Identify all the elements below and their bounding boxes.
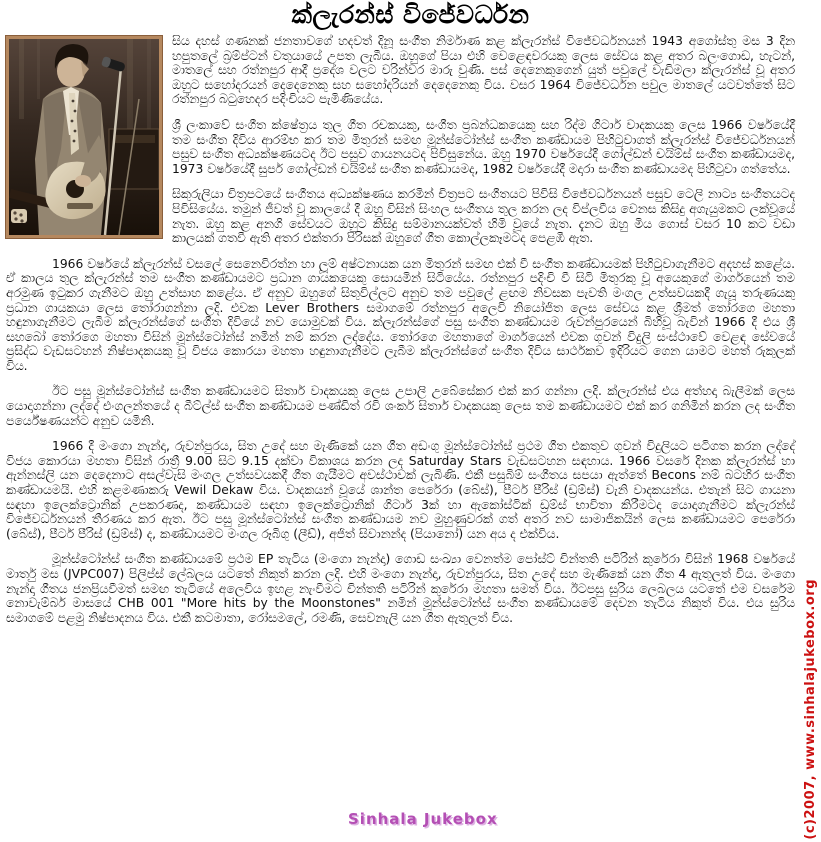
paragraph-film-legacy: සිකුරුලියා චිත්‍රපටයේ සංගීතය අධ්‍යක්ෂණය කරමින් චිත්‍රපට සංගීතයට පිවිසි විජේවර්ධනයන් පසුව ටෙලි නාට්‍ය සංගීතයටද පිවිසියේය. තමුන් ජීවත් වූ කාලයේ දී ඔහු විසින් සිංහල සංගීතය තුල කරන ලද විප්ලවීය වෙනස කිසිදු අගැයුමකට ලක්වූයේ නැත. ඔහු කළ අනගි සේවයට ඔහුට කිසිදු සම්මානයක්වත් හිමි වූයේ නැත. දැනට ඔහු මිය ගොස් වසර 10 කට වඩා කාලයක් ගතවී ඇති අතර එක්තරා පිරිසක් ඔහුගේ ගීත කොල්ලකෑමටද පෙළඹී ඇත. xyxy=(172,187,795,246)
paragraph-sitar-experiment: ඊට පසු මූන්ස්ටෝන්ස් සංගීත කණ්ඩායමට සිතාර් වාදකයකු ලෙස උපාලි උබේසේකර එක් කර ගන්නා ලදි. ක්ලැරන්ස් එය අත්හදා බැලීමක් ලෙස යොදාගන්නා ලද්දේ එංගලන්තයේ ද බීට්ල්ස් සංගීත කණ්ඩායම පණ්ඩිත් රවි ශංකර් සිතාර් වාදකයකු ලෙස තම කණ්ඩායමට එක් කර ගනිමින් කරන ලද සංගීත පර්යේෂණයන්ට අනුව යමිනි. xyxy=(6,384,795,428)
paragraph-ep-records: මූන්ස්ටෝන්ස් සංගීත කණ්ඩායමේ ප්‍රථම EP තැටිය (මංගො නැන්දා) ගොඩ සංඛ්‍යා වෙනත්ම පෝස්ට් චින්තති පටිරින් කුරේරා විසින් 1968 වර්ෂයේ මාර්තු මස (JVPC007) පිලිප්ස් ලේබලය යටතේ නිකුත් කරන ලදි. එහි මංගො නැන්දා, රුවන්පුරය, සිත උදේ සහ මැණිකේ යන ගීත 4 ඇතුලත් විය. මංගො නැන්දා ගීතය ජනප්‍රියවීමත් සමඟ තැටියේ අලෙවිය ඉහළ නැංවීමට චින්තති පටිරින් කුරේරා මහතා සමත් විය. ඊටපසු සුරිය ලෙබලය යටතේ එම වසරේම නොවැම්බර් මාසයේ CHB 001 "More hits by the Moonstones" නමින් මූන්ස්ටෝන්ස් සංගීත කණ්ඩායමේ දෙවන තැටිය නිකුත් විය. එය සුරිය සමාගමේ පළමු නිෂ්පාදනය විය. එකී කටමාතා, රෝසමලේ, රමණි, සෙවනැලි යන ගීත ඇතුලත් විය. xyxy=(6,552,795,625)
page-title: ක්ලැරන්ස් විජේවර්ධන xyxy=(291,0,530,29)
clarence-photo xyxy=(6,36,162,238)
copyright-vertical-text: (c)2007, www.sinhalajukebox.org xyxy=(803,579,818,840)
article-body xyxy=(6,34,795,625)
sinhala-jukebox-watermark: Sinhala Jukebox xyxy=(348,810,498,828)
paragraph-radio-saturday-stars: 1966 දී මංගො නැන්දා, රුවන්පුරය, සිත උදේ සහ මැණිකේ යන ගීත අඩංගු මූන්ස්ටෝන්ස් ප්‍රථම ගීත එකතුව ගුවන් විදුලියට පටිගත කරන ලද්දේ විජය කොරයා මහතා විසින් රාත්‍රී 9.00 සිට 9.15 දක්වා විකාශය කරන ලද Saturday Stars වැඩසටහන සඳහාය. 1966 වසරේ දිනක ක්ලැරන්ස් හා ඇන්නස්ලි යන දෙදෙනාට අසල්වැසි මංගල උත්සවයකදී ගීත ගැයීමට අවස්ථාවක් ලැබිණි. එකී පසුබිම් සංගීතය සපයා ඇත්තේ Becons නම් බටහිර සංගීත කණ්ඩායමයි. එහි කළමණාකරු Vewil Dekaw විය. වාදකයන් වූයේ ශාන්ත පෙරේරා (බේස්), පීටර් පීරිස් (ඩ්‍රම්ස්) වැනි වාදකයන්ය. එතැන් සිට ගායනා සඳහා ඉලෙක්ට්‍රොනික් උපකරණද, කණ්ඩායම සඳහා ඉලෙක්ට්‍රොනික් ගිටාර් 3ක් හා ඇකෝස්ටික් ඩ්‍රම්ස් භාවිතා කිරීමටද යොදාගැනීමට ක්ලැරන්ස් විජේවර්ධනයන් තීරණය කර ඇත. ඊට පසු මූන්ස්ටෝන්ස් සංගීත කණ්ඩායම නව මුහුණුවරක් ගත් අතර නව සාමාජිකයින් ලෙස කණ්ඩායමට පෙරේරා (බේස්), පීටර් පීරිස් (ඩ්‍රම්ස්) ද, කණ්ඩායමට මංගල රූබිගු (ලීඩ්), අජිත් සිවානන්ද (පියානෝ) යන අය ද එක්විය. xyxy=(6,439,795,541)
paragraph-moonstones-founding: 1966 වර්ෂයේ ක්ලැරන්ස් වසලේ සෙනෙවිරත්න හා ලූම් අෂ්ටනායක යන මිතුරන් සමඟ එක් වී සංගීත කණ්ඩායමක් පිහිටුවාගැනීමට අදහස් කළේය. ඒ කාලය තුල ක්ලැරන්ස් තම සංගීත කණ්ඩායමට ප්‍රධාන ගායකයෙකු සොයමින් සිටියේය. රත්නපුර පදිංචි වී සිටි මිතුරකු වූ අයෙකුගේ මාර්ගයෙන් තම අරමුණ ඉටුකර ගැනීමට ඔහු උත්සාහ කළේය. ඒ අනුව ඔහුගේ සිතුවිල්ලට අනුව තම පවුලේ ළඟම නිවසක පැවති මංගල උත්සවයකදී ගැයූ තරුණයකු ප්‍රධාන ගායකයා ලෙස තෝරාගන්නා ලදි. එවක Lever Brothers සමාගමේ රත්නපුර අලෙවි නියෝජිත ලෙස සේවය කළ ශ්‍රීමත් තෝරගෙ මහතා හඳුනාගැනීමට ලැබීම ක්ලැරන්ස්ගේ සංගීත දිවියේ නව යොමුවක් විය. ක්ලැරන්ස්ගේ පසු සංගීත කණ්ඩායම රුවන්පුරයෙන් බිහිවූ බැවින් 1966 දී එය ශ්‍රී සහබෝ තෝරගෙ මහතා විසින් මූන්ස්ටෝන්ස් නමින් නම් කරන ලද්දේය. තෝරගෙ මහතාගේ මාර්ගයෙන් එවක ගුවන් විදුලි සංස්ථාවේ වෙළඳ සේවයේ ප්‍රසිද්ධ වැඩසටහන් නිෂ්පාදකයකු වූ විජය කොරයා මහතා හඳුනාගැනීමට ලැබීම ක්ලැරන්ස්ගේ සංගීත දිවිය සාර්ථකව ඉදිරියට ගෙන යාමට මහත් රුකුලක් විය. xyxy=(6,256,795,373)
paragraph-birth-family: සිය දහස් ගණනක් ජනතාවගේ හදවත් දිනූ සංගීත නිර්මාණ කළ ක්ලැරන්ස් විජේවර්ධනයන් 1943 අගෝස්තු මස 3 දින හපුතලේ බ්‍රම්ප්ටන් වතුයායේ උපත ලැබීය. ඔහුගේ පියා එහි වෙළෙඳවරයකු ලෙස සේවය කළ අතර බලංගොඩ, හැටන්, මාතලේ සහ රත්නපුර ආදී ප්‍රදේශ වලට වරින්වර මාරු වුණි. පස් දෙනෙකුගෙන් යුත් පවුලේ වැඩිමලා ක්ලැරන්ස් වූ අතර ඔහුට සහෝදරයන් දෙදෙනෙකු සහ සහෝදරියන් දෙදෙනෙකු විය. වසර 1964 විජේවර්ධන පවුල මාතලේ යටවත්තේ සිට රත්නපුර බටුහෙදර පදිංචියට පැමිණියේය. xyxy=(172,34,796,107)
paragraph-career-bands: ශ්‍රී ලංකාවේ සංගීත ක්ෂේත්‍රය තුල ගීත රචකයකු, සංගීත ප්‍රබන්ධකයෙකු සහ රිද්ම ගිටාර් වාදකයකු ලෙස 1966 වර්ෂයේදී තම සංගීත දිවිය ආරම්භ කර තම මිතුරන් සමඟ මූන්ස්ටෝන්ස් සංගීත කණ්ඩායම පිහිටුවාගත් ක්ලැරන්ස් විජේවර්ධනයන් පසුව සංගීත අධ්‍යක්ෂණයටද ඊට පසුව ගායනයටද පිවිසුනේය. ඔහු 1970 වර්ෂයේදී ගෝල්ඩන් චයිම්ස් සංගීත කණ්ඩායමද, 1973 වර්ෂයේදී සුපර් ගෝල්ඩන් චයිම්ස් සංගීත කණ්ඩායමද, 1982 වර්ෂයේදී මදාරා සංගීත කණ්ඩායමද පිහිටුවා ගත්තේය. xyxy=(172,117,795,176)
musician-photo-illustration xyxy=(9,39,159,235)
